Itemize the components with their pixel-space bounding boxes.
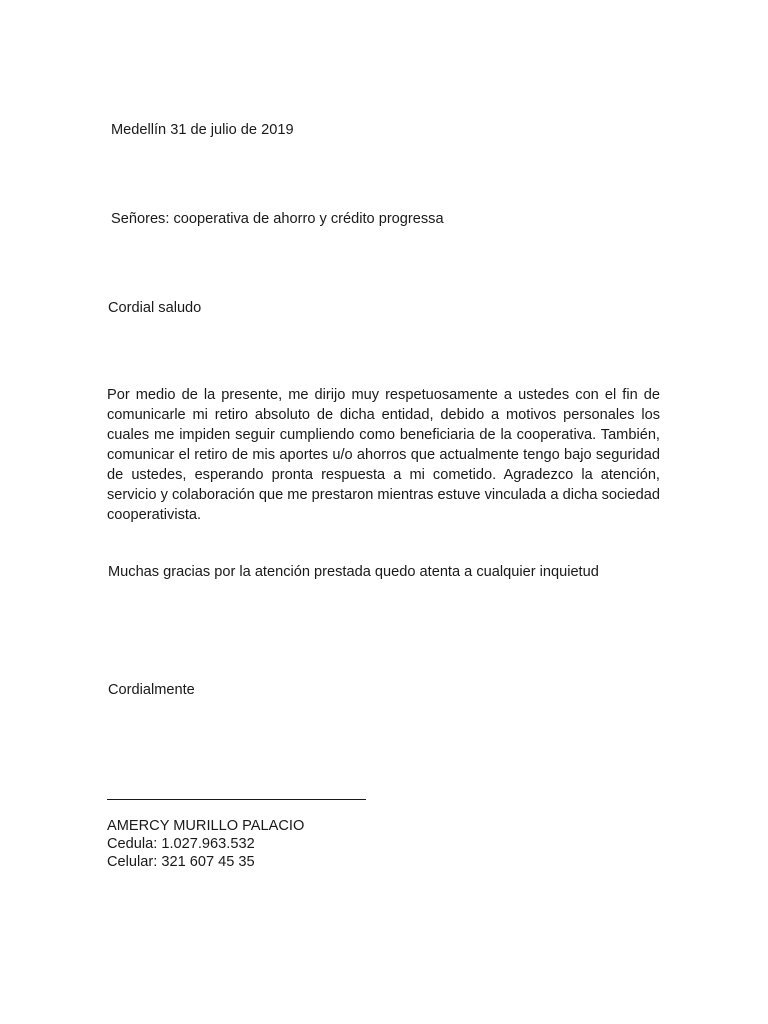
- letter-thanks: Muchas gracias por la atención prestada quedo atenta a cualquier inquietud: [108, 564, 599, 580]
- signer-id: Cedula: 1.027.963.532: [107, 836, 255, 852]
- signature-line: [107, 799, 366, 800]
- letter-closing: Cordialmente: [108, 682, 195, 698]
- letter-date: Medellín 31 de julio de 2019: [111, 122, 294, 138]
- signer-name: AMERCY MURILLO PALACIO: [107, 818, 305, 834]
- letter-body-paragraph: Por medio de la presente, me dirijo muy respetuosamente a ustedes con el fin de comunicarle mi retiro absoluto de dicha entidad, debido a motivos personales los cuales me impiden seguir cumpliendo como beneficiaria de la cooperativa. También, comunicar el retiro de mis aportes u/o ahorros que actualmente tengo bajo seguridad de ustedes, esperando pronta respuesta a mi cometido. Agradezco la atención, servicio y colaboración que me prestaron mientras estuve vinculada a dicha sociedad cooperativista.: [107, 387, 660, 523]
- letter-recipient: Señores: cooperativa de ahorro y crédito progressa: [111, 211, 444, 227]
- letter-greeting: Cordial saludo: [108, 300, 202, 316]
- signer-phone: Celular: 321 607 45 35: [107, 854, 255, 870]
